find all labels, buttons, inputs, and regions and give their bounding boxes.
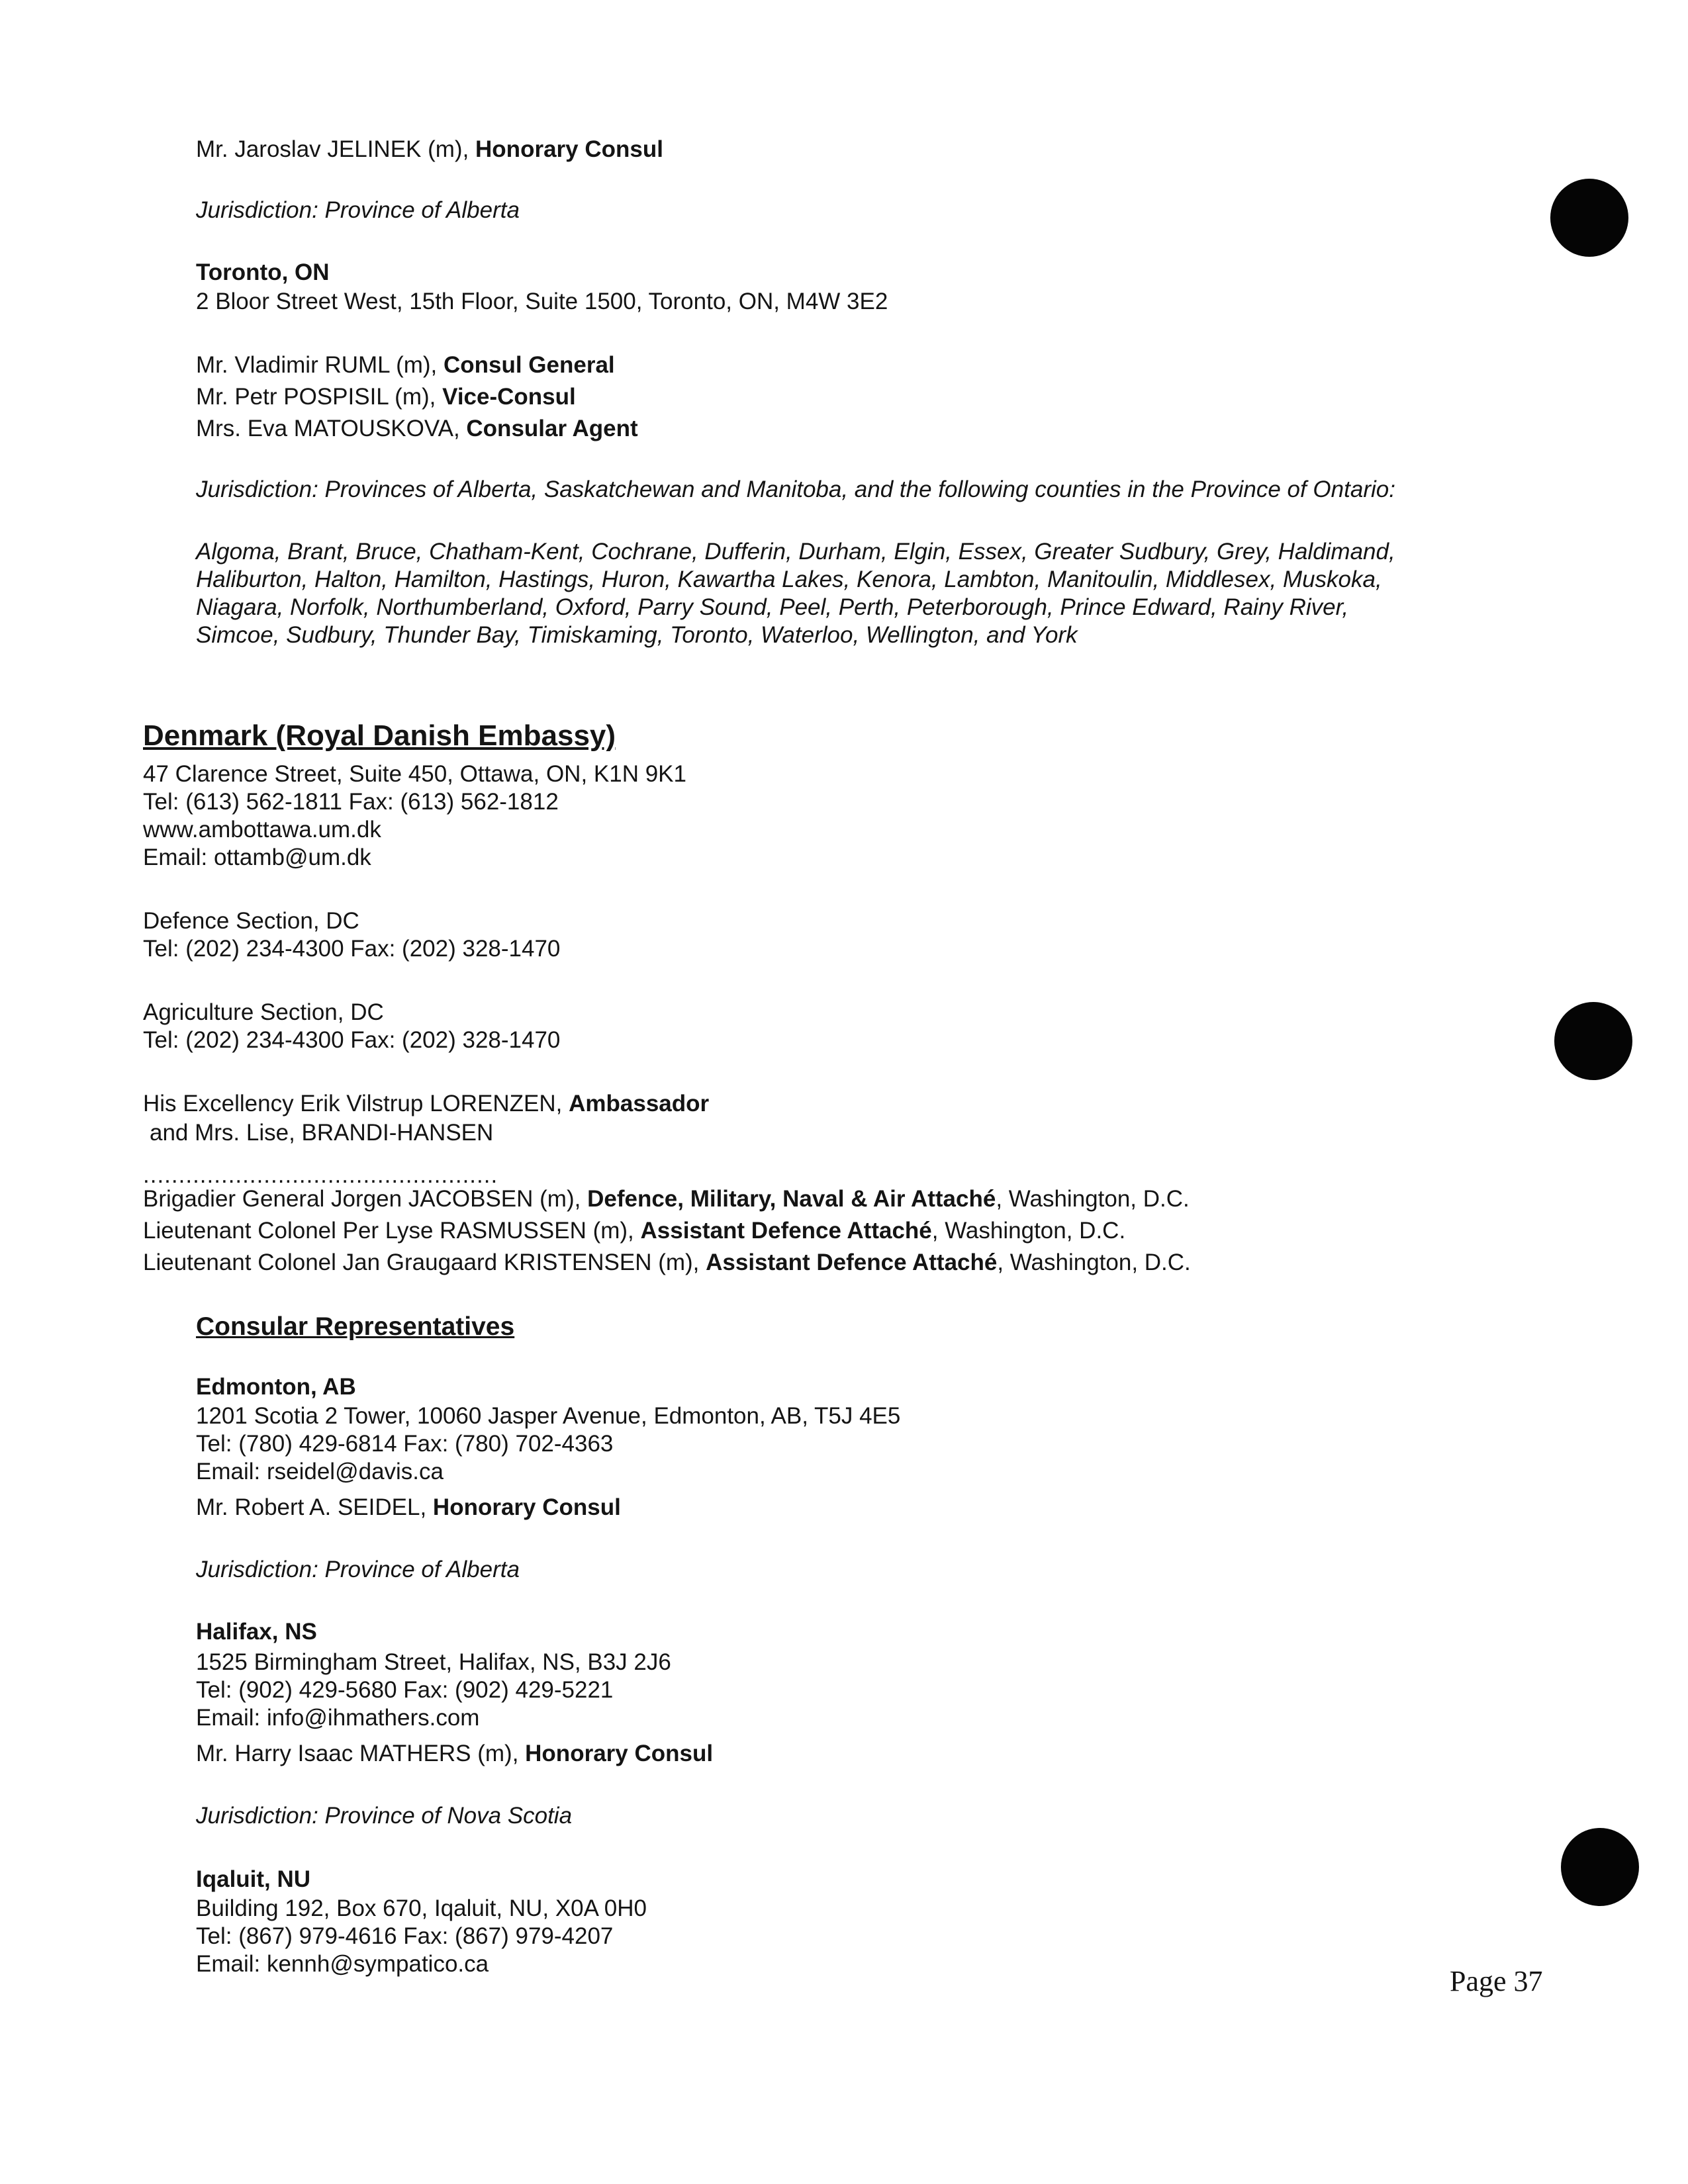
edmonton-email: Email: rseidel@davis.ca <box>196 1459 444 1484</box>
ambassador: His Excellency Erik Vilstrup LORENZEN, Ambassador <box>143 1091 710 1116</box>
iqaluit-city-heading: Iqaluit, NU <box>196 1866 311 1892</box>
iqaluit-email: Email: kennh@sympatico.ca <box>196 1951 489 1977</box>
edmonton-consul: Mr. Robert A. SEIDEL, Honorary Consul <box>196 1494 621 1520</box>
defence-section: Defence Section, DC <box>143 908 359 934</box>
subsection-heading-consular: Consular Representatives <box>196 1312 515 1341</box>
embassy-address: 47 Clarence Street, Suite 450, Ottawa, ON, K1N 9K1 <box>143 761 686 787</box>
embassy-phone: Tel: (613) 562-1811 Fax: (613) 562-1812 <box>143 789 559 815</box>
toronto-address: 2 Bloor Street West, 15th Floor, Suite 1500, Toronto, ON, M4W 3E2 <box>196 289 888 314</box>
edmonton-city-heading: Edmonton, AB <box>196 1374 356 1400</box>
embassy-email: Email: ottamb@um.dk <box>143 844 371 870</box>
page-number: Page 37 <box>1450 1965 1543 1997</box>
ambassador-spouse: and Mrs. Lise, BRANDI-HANSEN <box>150 1120 494 1146</box>
halifax-jurisdiction: Jurisdiction: Province of Nova Scotia <box>196 1803 573 1829</box>
iqaluit-phone: Tel: (867) 979-4616 Fax: (867) 979-4207 <box>196 1923 614 1949</box>
section-heading-denmark: Denmark (Royal Danish Embassy) <box>143 719 616 752</box>
consul-pospisil: Mr. Petr POSPISIL (m), Vice-Consul <box>196 384 576 410</box>
defence-phone: Tel: (202) 234-4300 Fax: (202) 328-1470 <box>143 936 561 962</box>
halifax-email: Email: info@ihmathers.com <box>196 1705 480 1731</box>
punch-hole-icon <box>1561 1828 1639 1906</box>
halifax-city-heading: Halifax, NS <box>196 1619 317 1645</box>
attache-entry: Lieutenant Colonel Jan Graugaard KRISTENSEN (m), Assistant Defence Attaché, Washington, D.C. <box>143 1250 1191 1275</box>
agriculture-section: Agriculture Section, DC <box>143 999 384 1025</box>
attache-entry: Brigadier General Jorgen JACOBSEN (m), Defence, Military, Naval & Air Attaché, Washington, D.C. <box>143 1186 1190 1212</box>
separator-dots: .................................................. <box>143 1162 498 1188</box>
consul-matouskova: Mrs. Eva MATOUSKOVA, Consular Agent <box>196 416 638 441</box>
agriculture-phone: Tel: (202) 234-4300 Fax: (202) 328-1470 <box>143 1027 561 1053</box>
jelinek-jurisdiction: Jurisdiction: Province of Alberta <box>196 197 520 223</box>
counties-line: Niagara, Norfolk, Northumberland, Oxford, Parry Sound, Peel, Perth, Peterborough, Prince Edward, Rainy River, <box>196 594 1349 620</box>
counties-line: Algoma, Brant, Bruce, Chatham-Kent, Cochrane, Dufferin, Durham, Elgin, Essex, Greater Sudbury, Grey, Haldimand, <box>196 539 1395 565</box>
punch-hole-icon <box>1554 1002 1632 1080</box>
iqaluit-address: Building 192, Box 670, Iqaluit, NU, X0A 0H0 <box>196 1895 647 1921</box>
edmonton-jurisdiction: Jurisdiction: Province of Alberta <box>196 1557 520 1582</box>
edmonton-address: 1201 Scotia 2 Tower, 10060 Jasper Avenue, Edmonton, AB, T5J 4E5 <box>196 1403 901 1429</box>
embassy-website: www.ambottawa.um.dk <box>143 817 381 842</box>
consul-jelinek: Mr. Jaroslav JELINEK (m), Honorary Consul <box>196 136 663 162</box>
punch-hole-icon <box>1550 179 1628 257</box>
halifax-address: 1525 Birmingham Street, Halifax, NS, B3J 2J6 <box>196 1649 671 1675</box>
toronto-city-heading: Toronto, ON <box>196 259 330 285</box>
counties-line: Haliburton, Halton, Hamilton, Hastings, Huron, Kawartha Lakes, Kenora, Lambton, Manitoulin, Middlesex, Muskoka, <box>196 567 1382 592</box>
edmonton-phone: Tel: (780) 429-6814 Fax: (780) 702-4363 <box>196 1431 614 1457</box>
toronto-jurisdiction: Jurisdiction: Provinces of Alberta, Saskatchewan and Manitoba, and the following counties in the Province of Ontario: <box>196 477 1395 502</box>
attache-entry: Lieutenant Colonel Per Lyse RASMUSSEN (m), Assistant Defence Attaché, Washington, D.C. <box>143 1218 1126 1244</box>
halifax-phone: Tel: (902) 429-5680 Fax: (902) 429-5221 <box>196 1677 614 1703</box>
counties-line: Simcoe, Sudbury, Thunder Bay, Timiskaming, Toronto, Waterloo, Wellington, and York <box>196 622 1078 648</box>
consul-ruml: Mr. Vladimir RUML (m), Consul General <box>196 352 615 378</box>
halifax-consul: Mr. Harry Isaac MATHERS (m), Honorary Consul <box>196 1741 714 1766</box>
